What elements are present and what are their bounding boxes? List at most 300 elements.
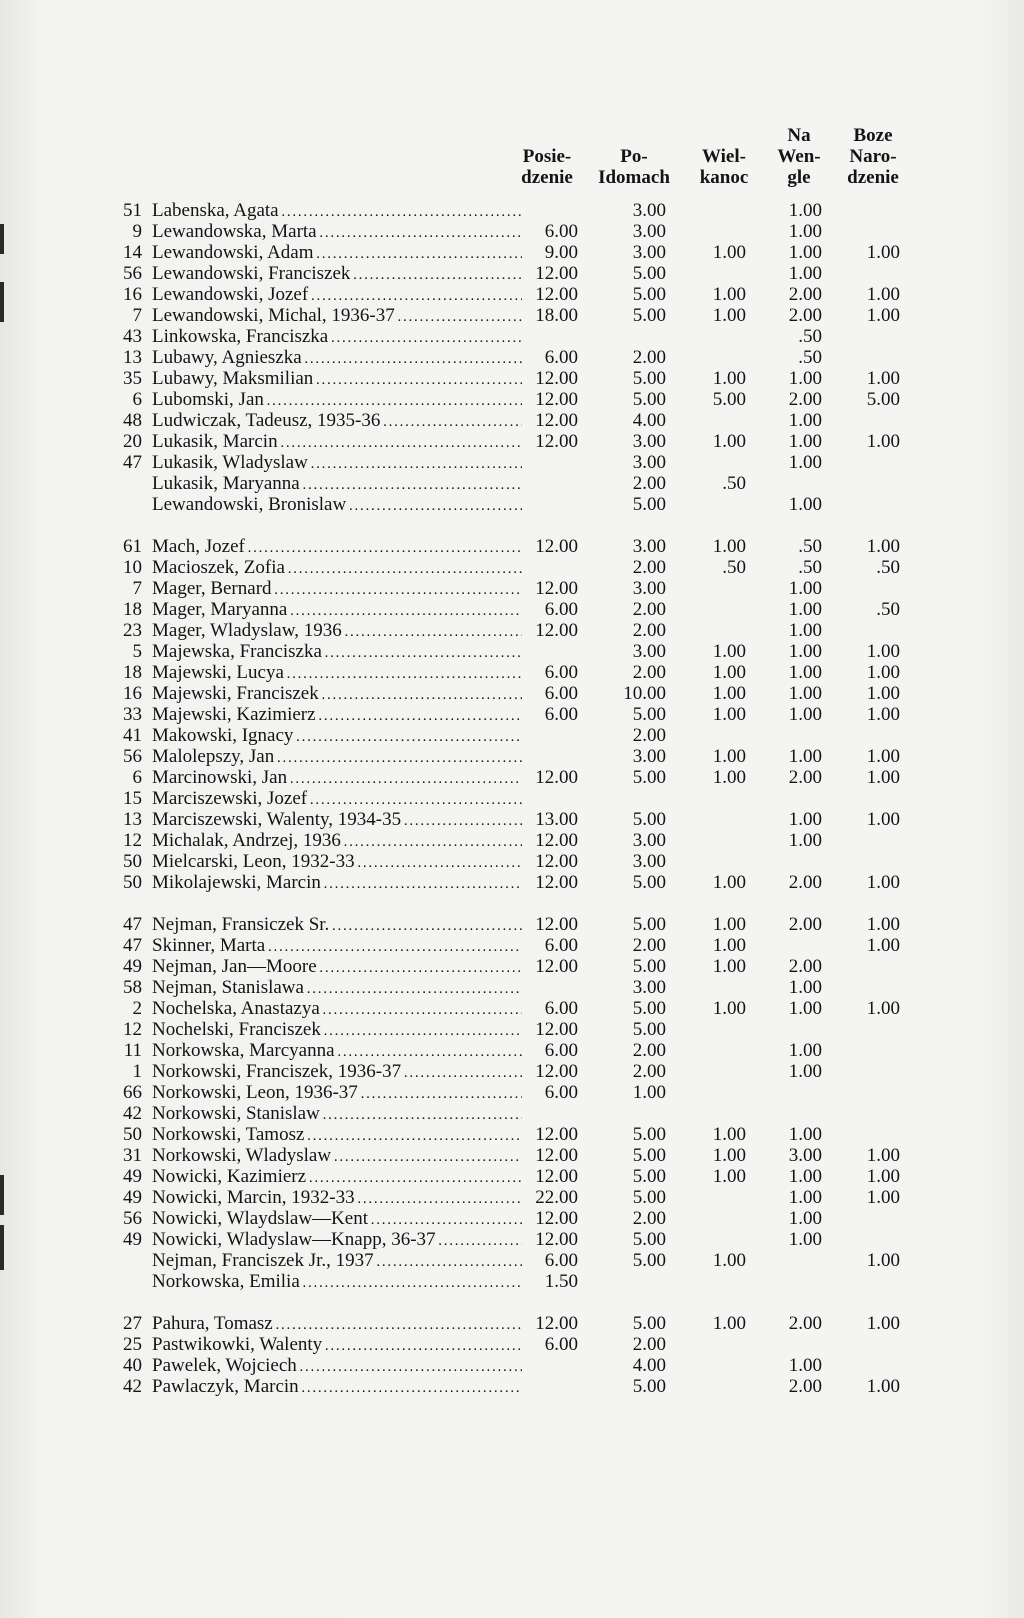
entry-number: 56 <box>123 263 142 284</box>
value-na-wengle: 1.00 <box>788 704 822 725</box>
entry-name: Nochelski, Franciszek . . . <box>152 1019 522 1042</box>
entry-number: 12 <box>123 830 142 851</box>
header-line: Idomach <box>598 167 670 188</box>
value-podomach: 3.00 <box>632 221 666 242</box>
header-posiedzenie <box>505 146 589 188</box>
entry-number: 9 <box>132 221 142 242</box>
value-podomach: 5.00 <box>632 263 666 284</box>
value-na-wengle: 2.00 <box>788 305 822 326</box>
value-na-wengle: 1.00 <box>788 641 822 662</box>
list-row <box>0 1271 1024 1292</box>
value-podomach: 3.00 <box>632 452 666 473</box>
value-podomach: 5.00 <box>632 389 666 410</box>
value-boze-narodzenie: 1.00 <box>866 935 900 956</box>
entry-number: 2 <box>132 998 142 1019</box>
list-row <box>0 389 1024 410</box>
list-row <box>0 1124 1024 1145</box>
list-row <box>0 767 1024 788</box>
value-posiedzenie: 12.00 <box>535 851 578 872</box>
list-row <box>0 242 1024 263</box>
value-boze-narodzenie: 1.00 <box>866 1166 900 1187</box>
entry-number: 12 <box>123 1019 142 1040</box>
list-row <box>0 1166 1024 1187</box>
entry-number: 47 <box>123 452 142 473</box>
list-row <box>0 935 1024 956</box>
value-podomach: 3.00 <box>632 851 666 872</box>
entry-number: 50 <box>123 872 142 893</box>
value-posiedzenie: 6.00 <box>544 599 578 620</box>
entry-number: 33 <box>123 704 142 725</box>
list-row <box>0 305 1024 326</box>
list-row <box>0 683 1024 704</box>
entry-name: Lukasik, Maryanna . . . <box>152 473 522 496</box>
value-boze-narodzenie: 1.00 <box>866 1187 900 1208</box>
value-posiedzenie: 13.00 <box>535 809 578 830</box>
list-row <box>0 557 1024 578</box>
value-na-wengle: 1.00 <box>788 1040 822 1061</box>
entry-number: 35 <box>123 368 142 389</box>
value-podomach: 2.00 <box>632 557 666 578</box>
entry-number: 20 <box>123 431 142 452</box>
value-boze-narodzenie: 1.00 <box>866 641 900 662</box>
value-posiedzenie: 6.00 <box>544 1082 578 1103</box>
list-row <box>0 326 1024 347</box>
value-na-wengle: 1.00 <box>788 578 822 599</box>
value-posiedzenie: 12.00 <box>535 1145 578 1166</box>
value-wielkanoc: 1.00 <box>712 536 746 557</box>
entry-name: Pahura, Tomasz . . . <box>152 1313 522 1336</box>
entry-name: Majewska, Franciszka . . . <box>152 641 522 664</box>
value-podomach: 5.00 <box>632 1019 666 1040</box>
value-boze-narodzenie: 1.00 <box>866 1376 900 1397</box>
entry-name: Pawlaczyk, Marcin . . . <box>152 1376 522 1399</box>
value-posiedzenie: 12.00 <box>535 914 578 935</box>
value-podomach: 2.00 <box>632 725 666 746</box>
entry-number: 61 <box>123 536 142 557</box>
list-row <box>0 1103 1024 1124</box>
entry-name: Norkowski, Stanislaw . . . <box>152 1103 522 1126</box>
value-podomach: 3.00 <box>632 431 666 452</box>
list-row <box>0 1040 1024 1061</box>
value-boze-narodzenie: 1.00 <box>866 704 900 725</box>
value-podomach: 5.00 <box>632 704 666 725</box>
header-line: Boze <box>853 125 893 146</box>
value-posiedzenie: 22.00 <box>535 1187 578 1208</box>
value-posiedzenie: 12.00 <box>535 1208 578 1229</box>
entry-number: 18 <box>123 662 142 683</box>
value-posiedzenie: 1.50 <box>544 1271 578 1292</box>
entry-name: Macioszek, Zofia . . . <box>152 557 522 580</box>
value-posiedzenie: 6.00 <box>544 662 578 683</box>
list-row <box>0 809 1024 830</box>
value-na-wengle: 2.00 <box>788 389 822 410</box>
value-na-wengle: 1.00 <box>788 977 822 998</box>
entry-name: Michalak, Andrzej, 1936 . . . <box>152 830 522 853</box>
entry-name: Nowicki, Wladyslaw—Knapp, 36-37 . . . <box>152 1229 522 1252</box>
entry-name: Linkowska, Franciszka . . . <box>152 326 522 349</box>
value-na-wengle: 1.00 <box>788 1229 822 1250</box>
entry-name: Nejman, Jan—Moore . . . <box>152 956 522 979</box>
value-podomach: 3.00 <box>632 641 666 662</box>
value-posiedzenie: 6.00 <box>544 935 578 956</box>
value-boze-narodzenie: 1.00 <box>866 305 900 326</box>
list-row <box>0 1082 1024 1103</box>
value-na-wengle: 1.00 <box>788 431 822 452</box>
value-posiedzenie: 6.00 <box>544 1250 578 1271</box>
entry-name: Nowicki, Marcin, 1932-33 . . . <box>152 1187 522 1210</box>
list-row <box>0 221 1024 242</box>
value-wielkanoc: 1.00 <box>712 662 746 683</box>
value-podomach: 4.00 <box>632 1355 666 1376</box>
list-row <box>0 914 1024 935</box>
list-row <box>0 1334 1024 1355</box>
value-podomach: 5.00 <box>632 872 666 893</box>
value-posiedzenie: 6.00 <box>544 1334 578 1355</box>
value-boze-narodzenie: 1.00 <box>866 284 900 305</box>
value-wielkanoc: 1.00 <box>712 683 746 704</box>
value-posiedzenie: 6.00 <box>544 1040 578 1061</box>
value-podomach: 3.00 <box>632 200 666 221</box>
header-podomach <box>588 146 680 188</box>
entry-number: 66 <box>123 1082 142 1103</box>
value-wielkanoc: 1.00 <box>712 1145 746 1166</box>
entry-name: Mach, Jozef . . . <box>152 536 522 559</box>
entry-name: Pastwikowki, Walenty . . . <box>152 1334 522 1357</box>
list-row <box>0 746 1024 767</box>
list-row <box>0 494 1024 515</box>
value-na-wengle: 1.00 <box>788 410 822 431</box>
value-na-wengle: 2.00 <box>788 872 822 893</box>
header-line: Na <box>787 125 811 146</box>
value-podomach: 5.00 <box>632 368 666 389</box>
value-posiedzenie: 12.00 <box>535 872 578 893</box>
entry-number: 10 <box>123 557 142 578</box>
value-podomach: 5.00 <box>632 305 666 326</box>
value-na-wengle: 1.00 <box>788 1166 822 1187</box>
header-line: Wen- <box>777 146 821 167</box>
entry-number: 48 <box>123 410 142 431</box>
value-wielkanoc: 5.00 <box>712 389 746 410</box>
value-podomach: 5.00 <box>632 1124 666 1145</box>
value-posiedzenie: 12.00 <box>535 620 578 641</box>
header-line: dzenie <box>521 167 573 188</box>
header-line: kanoc <box>699 167 749 188</box>
value-posiedzenie: 12.00 <box>535 1019 578 1040</box>
value-boze-narodzenie: .50 <box>876 557 900 578</box>
entry-number: 50 <box>123 1124 142 1145</box>
value-podomach: 4.00 <box>632 410 666 431</box>
entry-name: Lukasik, Wladyslaw . . . <box>152 452 522 475</box>
value-podomach: 3.00 <box>632 536 666 557</box>
entry-number: 49 <box>123 1166 142 1187</box>
value-posiedzenie: 12.00 <box>535 389 578 410</box>
value-posiedzenie: 12.00 <box>535 1166 578 1187</box>
entry-name: Mager, Maryanna . . . <box>152 599 522 622</box>
value-na-wengle: 1.00 <box>788 830 822 851</box>
entry-number: 31 <box>123 1145 142 1166</box>
value-na-wengle: 3.00 <box>788 1145 822 1166</box>
value-wielkanoc: 1.00 <box>712 641 746 662</box>
entry-name: Lukasik, Marcin . . . <box>152 431 522 454</box>
entry-number: 14 <box>123 242 142 263</box>
value-wielkanoc: 1.00 <box>712 872 746 893</box>
value-na-wengle: 2.00 <box>788 914 822 935</box>
header-line: gle <box>787 167 811 188</box>
entry-name: Makowski, Ignacy . . . <box>152 725 522 748</box>
value-podomach: 2.00 <box>632 620 666 641</box>
entry-number: 41 <box>123 725 142 746</box>
value-wielkanoc: 1.00 <box>712 284 746 305</box>
list-row <box>0 872 1024 893</box>
value-wielkanoc: 1.00 <box>712 242 746 263</box>
header-wielkanoc <box>686 146 762 188</box>
list-row <box>0 473 1024 494</box>
value-podomach: 5.00 <box>632 1187 666 1208</box>
list-row <box>0 641 1024 662</box>
list-row <box>0 725 1024 746</box>
value-posiedzenie: 12.00 <box>535 1124 578 1145</box>
entry-number: 40 <box>123 1355 142 1376</box>
value-posiedzenie: 12.00 <box>535 263 578 284</box>
entry-number: 16 <box>123 284 142 305</box>
section-gap <box>0 893 1024 914</box>
list-row <box>0 368 1024 389</box>
list-row <box>0 452 1024 473</box>
value-boze-narodzenie: 1.00 <box>866 1313 900 1334</box>
header-line: Posie- <box>522 146 572 167</box>
value-wielkanoc: .50 <box>722 557 746 578</box>
value-wielkanoc: 1.00 <box>712 1313 746 1334</box>
value-posiedzenie: 12.00 <box>535 767 578 788</box>
entry-name: Lewandowska, Marta . . . <box>152 221 522 244</box>
value-podomach: 3.00 <box>632 830 666 851</box>
value-podomach: 2.00 <box>632 662 666 683</box>
value-podomach: 5.00 <box>632 284 666 305</box>
list-row <box>0 788 1024 809</box>
header-line: Po- <box>620 146 648 167</box>
value-posiedzenie: 12.00 <box>535 368 578 389</box>
entry-name: Lewandowski, Bronislaw . . . <box>152 494 522 517</box>
list-row <box>0 1019 1024 1040</box>
list-row <box>0 200 1024 221</box>
value-boze-narodzenie: 1.00 <box>866 1250 900 1271</box>
list-row <box>0 998 1024 1019</box>
header-line: Naro- <box>849 146 897 167</box>
entry-number: 42 <box>123 1103 142 1124</box>
list-row <box>0 1355 1024 1376</box>
value-posiedzenie: 9.00 <box>544 242 578 263</box>
value-boze-narodzenie: .50 <box>876 599 900 620</box>
value-posiedzenie: 6.00 <box>544 704 578 725</box>
entry-name: Lewandowski, Adam . . . <box>152 242 522 265</box>
value-wielkanoc: 1.00 <box>712 1250 746 1271</box>
value-boze-narodzenie: 1.00 <box>866 1145 900 1166</box>
header-boze-narodzenie <box>833 125 913 188</box>
value-na-wengle: 1.00 <box>788 683 822 704</box>
entry-name: Marciszewski, Walenty, 1934-35 . . . <box>152 809 522 832</box>
value-wielkanoc: 1.00 <box>712 767 746 788</box>
entry-number: 56 <box>123 1208 142 1229</box>
value-posiedzenie: 12.00 <box>535 431 578 452</box>
list-row <box>0 851 1024 872</box>
list-row <box>0 1229 1024 1250</box>
value-podomach: 5.00 <box>632 1145 666 1166</box>
list-row <box>0 599 1024 620</box>
entry-name: Nejman, Franciszek Jr., 1937 . . . <box>152 1250 522 1273</box>
value-boze-narodzenie: 1.00 <box>866 998 900 1019</box>
value-wielkanoc: 1.00 <box>712 935 746 956</box>
header-line: Wiel- <box>702 146 746 167</box>
value-na-wengle: .50 <box>798 326 822 347</box>
value-wielkanoc: 1.00 <box>712 704 746 725</box>
entry-name: Norkowska, Emilia . . . <box>152 1271 522 1294</box>
entry-name: Nochelska, Anastazya . . . <box>152 998 522 1021</box>
value-podomach: 5.00 <box>632 1313 666 1334</box>
value-na-wengle: 2.00 <box>788 284 822 305</box>
entry-name: Labenska, Agata . . . <box>152 200 522 223</box>
list-row <box>0 830 1024 851</box>
list-row <box>0 536 1024 557</box>
value-podomach: 5.00 <box>632 494 666 515</box>
entry-number: 13 <box>123 347 142 368</box>
value-posiedzenie: 6.00 <box>544 998 578 1019</box>
value-posiedzenie: 12.00 <box>535 1313 578 1334</box>
value-wielkanoc: 1.00 <box>712 956 746 977</box>
list-row <box>0 1187 1024 1208</box>
entry-number: 43 <box>123 326 142 347</box>
value-podomach: 10.00 <box>623 683 666 704</box>
entry-name: Ludwiczak, Tadeusz, 1935-36 . . . <box>152 410 522 433</box>
donor-list <box>0 200 1024 1397</box>
entry-number: 49 <box>123 1229 142 1250</box>
entry-number: 15 <box>123 788 142 809</box>
value-podomach: 3.00 <box>632 578 666 599</box>
value-podomach: 2.00 <box>632 599 666 620</box>
value-na-wengle: 2.00 <box>788 956 822 977</box>
value-wielkanoc: 1.00 <box>712 746 746 767</box>
value-podomach: 2.00 <box>632 473 666 494</box>
section-gap <box>0 1292 1024 1313</box>
value-posiedzenie: 18.00 <box>535 305 578 326</box>
value-na-wengle: 1.00 <box>788 368 822 389</box>
value-boze-narodzenie: 1.00 <box>866 809 900 830</box>
entry-name: Lubomski, Jan . . . <box>152 389 522 412</box>
entry-name: Pawelek, Wojciech . . . <box>152 1355 522 1378</box>
entry-number: 42 <box>123 1376 142 1397</box>
list-row <box>0 1250 1024 1271</box>
value-na-wengle: 1.00 <box>788 809 822 830</box>
entry-name: Norkowski, Franciszek, 1936-37 . . . <box>152 1061 522 1084</box>
value-na-wengle: 1.00 <box>788 263 822 284</box>
value-posiedzenie: 12.00 <box>535 1229 578 1250</box>
list-row <box>0 1313 1024 1334</box>
column-headers <box>0 117 1024 187</box>
value-podomach: 5.00 <box>632 809 666 830</box>
value-podomach: 2.00 <box>632 347 666 368</box>
value-na-wengle: 1.00 <box>788 662 822 683</box>
value-na-wengle: .50 <box>798 536 822 557</box>
value-wielkanoc: 1.00 <box>712 998 746 1019</box>
entry-number: 27 <box>123 1313 142 1334</box>
value-na-wengle: 1.00 <box>788 494 822 515</box>
value-posiedzenie: 12.00 <box>535 956 578 977</box>
value-boze-narodzenie: 1.00 <box>866 683 900 704</box>
value-boze-narodzenie: 1.00 <box>866 431 900 452</box>
entry-name: Lewandowski, Franciszek . . . <box>152 263 522 286</box>
entry-number: 25 <box>123 1334 142 1355</box>
value-na-wengle: 1.00 <box>788 599 822 620</box>
entry-name: Mager, Wladyslaw, 1936 . . . <box>152 620 522 643</box>
value-na-wengle: .50 <box>798 557 822 578</box>
entry-number: 49 <box>123 956 142 977</box>
entry-name: Norkowski, Tamosz . . . <box>152 1124 522 1147</box>
value-na-wengle: 1.00 <box>788 1061 822 1082</box>
list-row <box>0 347 1024 368</box>
entry-number: 18 <box>123 599 142 620</box>
list-row <box>0 1145 1024 1166</box>
value-wielkanoc: 1.00 <box>712 914 746 935</box>
header-na-wengle <box>765 125 833 188</box>
value-na-wengle: 2.00 <box>788 767 822 788</box>
entry-number: 56 <box>123 746 142 767</box>
value-na-wengle: .50 <box>798 347 822 368</box>
list-row <box>0 410 1024 431</box>
value-na-wengle: 1.00 <box>788 242 822 263</box>
entry-number: 23 <box>123 620 142 641</box>
entry-name: Lubawy, Maksmilian . . . <box>152 368 522 391</box>
value-posiedzenie: 12.00 <box>535 578 578 599</box>
entry-number: 50 <box>123 851 142 872</box>
value-boze-narodzenie: 1.00 <box>866 662 900 683</box>
entry-number: 47 <box>123 935 142 956</box>
entry-number: 6 <box>132 389 142 410</box>
entry-number: 16 <box>123 683 142 704</box>
entry-number: 13 <box>123 809 142 830</box>
value-boze-narodzenie: 1.00 <box>866 242 900 263</box>
value-podomach: 2.00 <box>632 1334 666 1355</box>
entry-name: Lubawy, Agnieszka . . . <box>152 347 522 370</box>
value-podomach: 2.00 <box>632 1208 666 1229</box>
value-posiedzenie: 12.00 <box>535 410 578 431</box>
section-gap <box>0 515 1024 536</box>
value-na-wengle: 1.00 <box>788 1208 822 1229</box>
value-na-wengle: 1.00 <box>788 620 822 641</box>
entry-name: Norkowski, Leon, 1936-37 . . . <box>152 1082 522 1105</box>
value-na-wengle: 1.00 <box>788 452 822 473</box>
entry-name: Nowicki, Wlaydslaw—Kent . . . <box>152 1208 522 1231</box>
value-na-wengle: 2.00 <box>788 1313 822 1334</box>
list-row <box>0 977 1024 998</box>
entry-name: Majewski, Kazimierz . . . <box>152 704 522 727</box>
entry-number: 49 <box>123 1187 142 1208</box>
entry-name: Mikolajewski, Marcin . . . <box>152 872 522 895</box>
entry-name: Marcinowski, Jan . . . <box>152 767 522 790</box>
list-row <box>0 431 1024 452</box>
entry-name: Majewski, Franciszek . . . <box>152 683 522 706</box>
value-na-wengle: 2.00 <box>788 1376 822 1397</box>
list-row <box>0 662 1024 683</box>
value-podomach: 5.00 <box>632 914 666 935</box>
value-boze-narodzenie: 1.00 <box>866 767 900 788</box>
value-posiedzenie: 12.00 <box>535 1061 578 1082</box>
entry-number: 51 <box>123 200 142 221</box>
entry-number: 47 <box>123 914 142 935</box>
value-wielkanoc: 1.00 <box>712 305 746 326</box>
value-posiedzenie: 12.00 <box>535 830 578 851</box>
value-na-wengle: 1.00 <box>788 1187 822 1208</box>
list-row <box>0 1061 1024 1082</box>
value-posiedzenie: 6.00 <box>544 347 578 368</box>
